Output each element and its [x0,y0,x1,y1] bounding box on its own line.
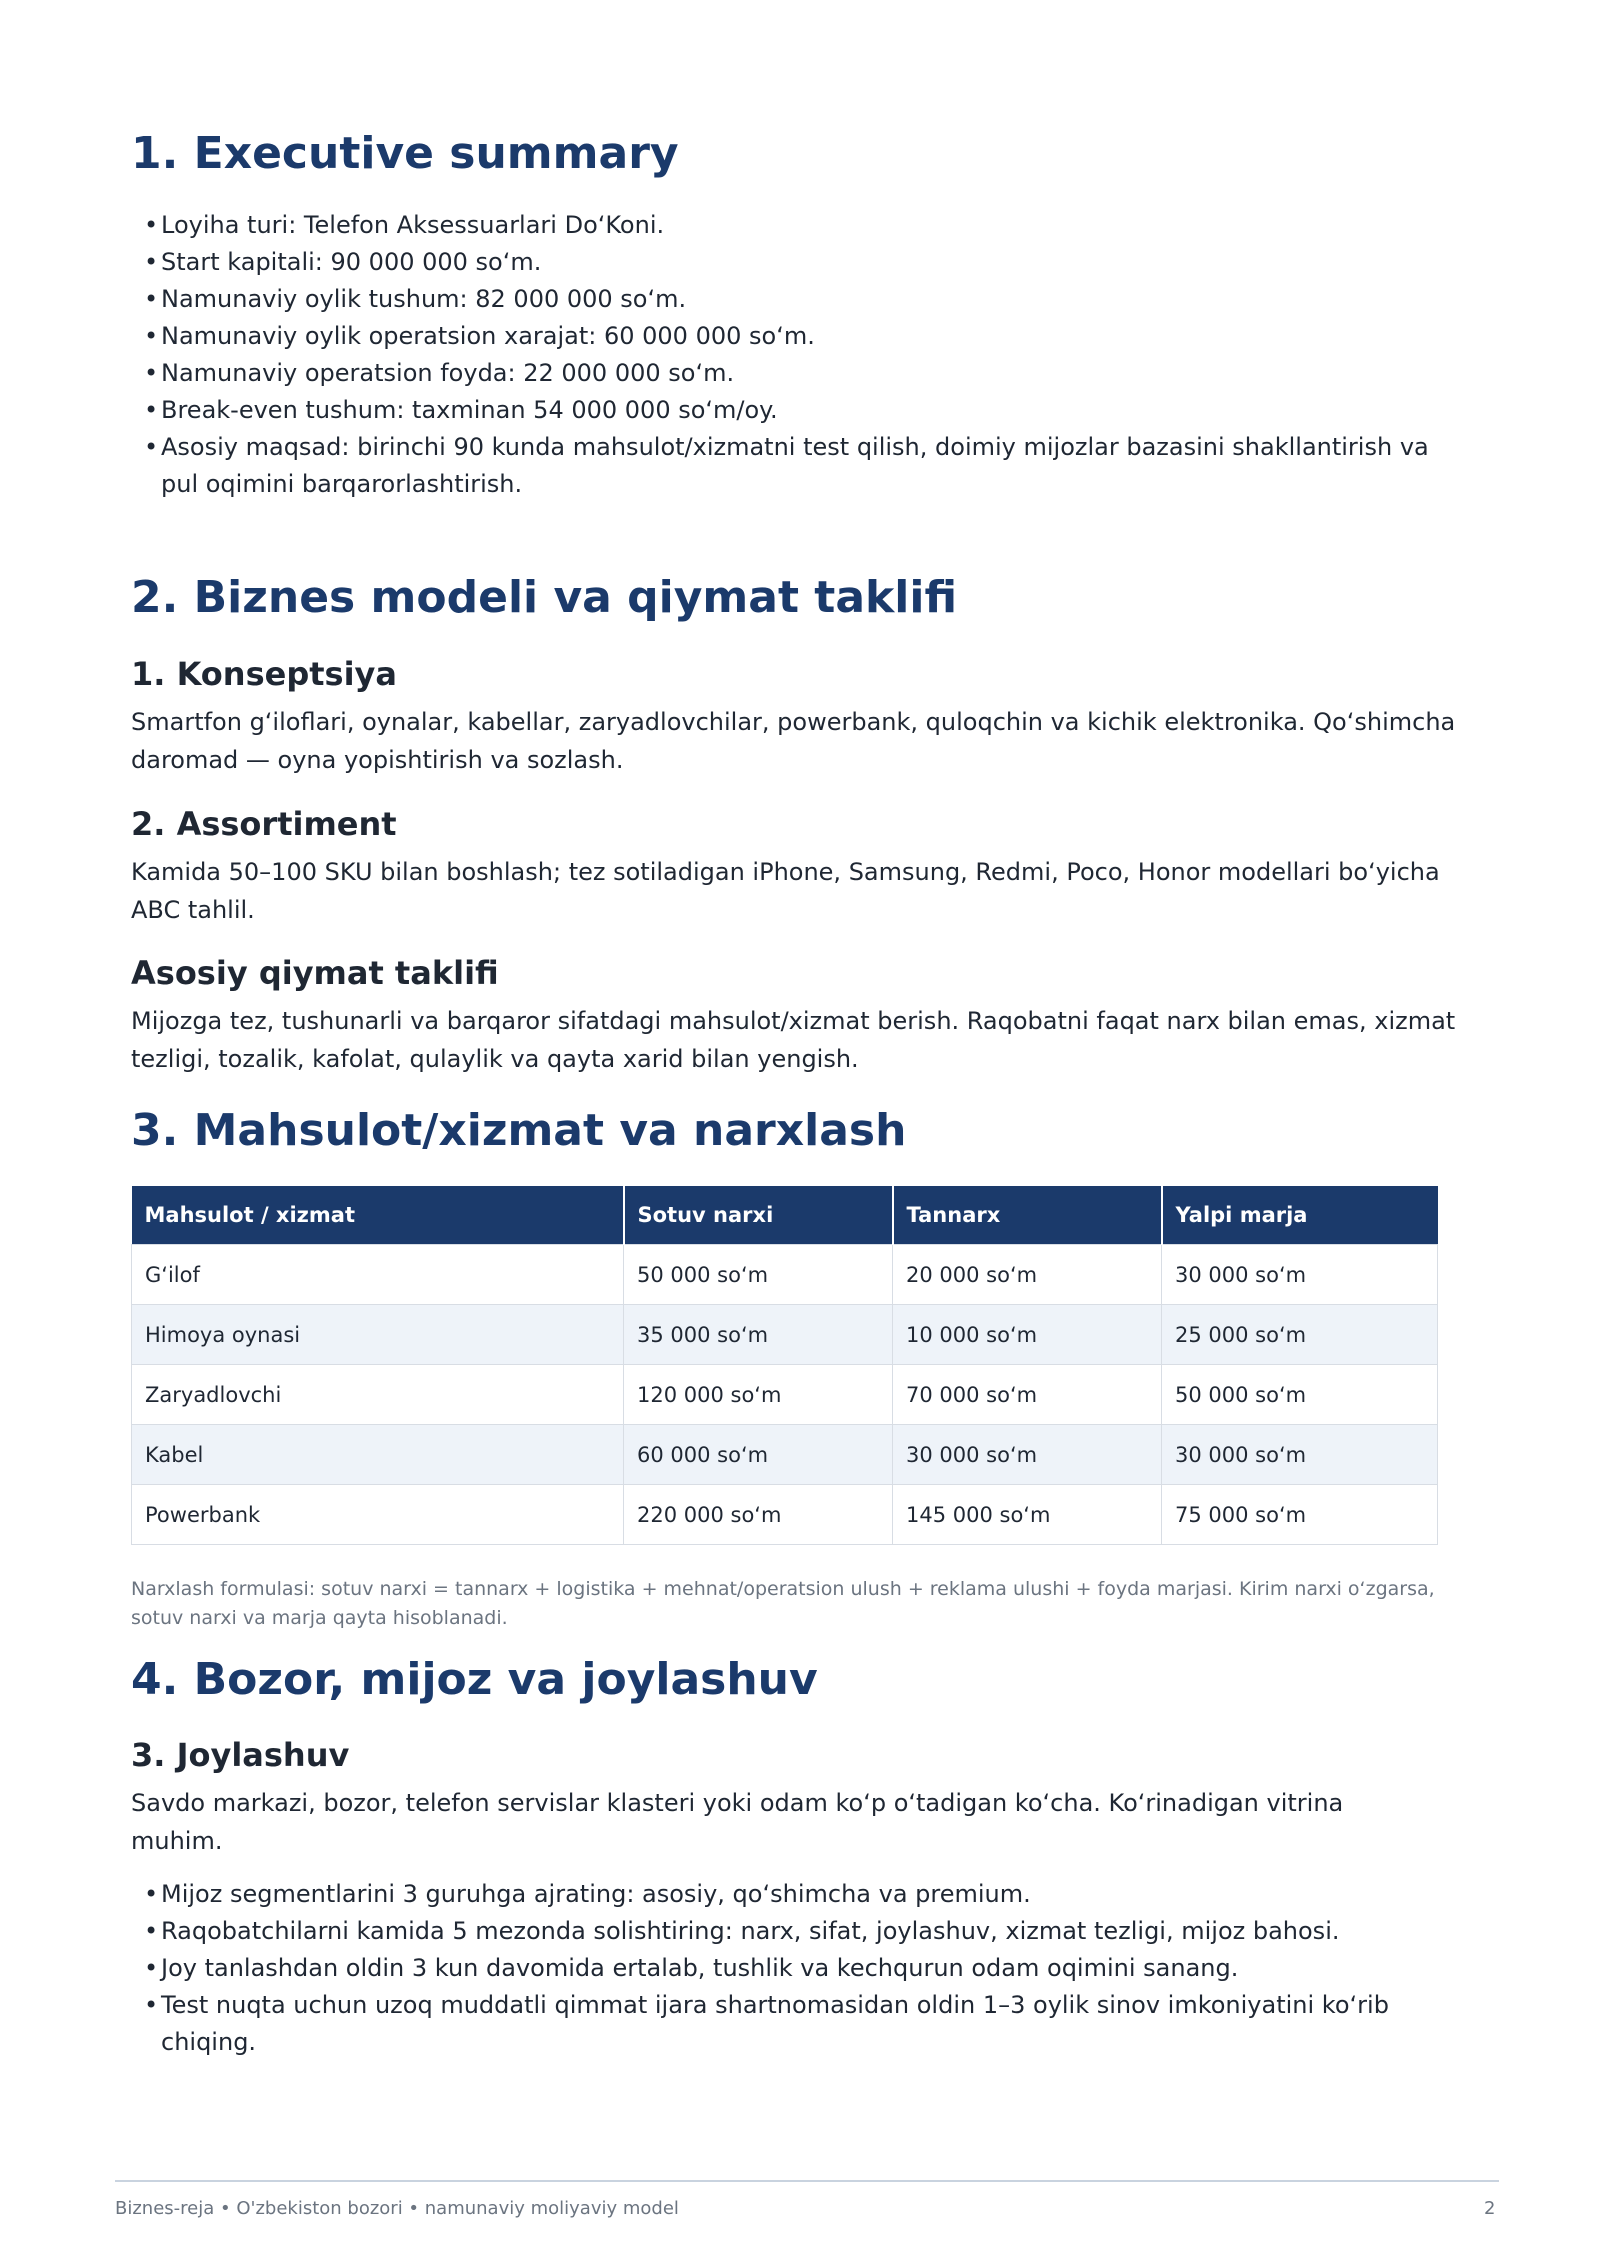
footer-text: Biznes-reja • O'zbekiston bozori • namunaviy moliyaviy model [115,2198,679,2219]
list-item [131,1987,1471,2061]
list-item [131,1913,1471,1950]
table-cell: Himoya oynasi [132,1305,624,1365]
table-cell: Powerbank [132,1485,624,1545]
list-item-text: Namunaviy oylik operatsion xarajat: 60 000 000 so‘m. [161,322,815,350]
table-cell: 50 000 so‘m [1162,1365,1438,1425]
subsection-title: 3. Joylashuv [131,1736,350,1774]
table-header-cell: Tannarx [893,1186,1162,1245]
list-item [131,244,1471,281]
concept-text: Smartfon g‘iloflari, oynalar, kabellar, zaryadlovchilar, powerbank, quloqchin va kichik elektronika. Qo‘shimcha daromad — oyna yopishtirish va sozlash. [131,708,1456,774]
list-item [131,355,1471,392]
list-item-text: Raqobatchilarni kamida 5 mezonda solishtiring: narx, sifat, joylashuv, xizmat tezligi, mijoz bahosi. [161,1917,1340,1945]
table-header-cell: Sotuv narxi [624,1186,893,1245]
section-4-title: 4. Bozor, mijoz va joylashuv [131,1654,818,1705]
table-cell: Kabel [132,1425,624,1485]
table-row [132,1485,1438,1545]
subsection-title: 1. Konseptsiya [131,655,397,693]
table-cell: 30 000 so‘m [893,1425,1162,1485]
table-cell: 220 000 so‘m [624,1485,893,1545]
list-item-text: Test nuqta uchun uzoq muddatli qimmat ijara shartnomasidan oldin 1–3 oylik sinov imkoniyatini ko‘rib chiqing. [161,1991,1389,2056]
table-cell: 75 000 so‘m [1162,1485,1438,1545]
bullet-glyph: • [144,1954,159,1982]
table-row [132,1365,1438,1425]
table-row [132,1245,1438,1305]
page-number: 2 [1484,2198,1496,2219]
table-cell: 35 000 so‘m [624,1305,893,1365]
table-cell: G‘ilof [132,1245,624,1305]
subsection-title: Asosiy qiymat taklifi [131,954,499,992]
value-proposition-text: Mijozga tez, tushunarli va barqaror sifatdagi mahsulot/xizmat berish. Raqobatni faqat narx bilan emas, xizmat tezligi, tozalik, kafolat, qulaylik va qayta xarid bilan yengish. [131,1007,1456,1073]
table-cell: 120 000 so‘m [624,1365,893,1425]
bullet-glyph: • [144,1917,159,1945]
bullet-glyph: • [144,433,159,461]
table-cell: 30 000 so‘m [1162,1245,1438,1305]
pricing-table [131,1186,1438,1545]
table-header-row [132,1186,1438,1245]
table-cell: 30 000 so‘m [1162,1425,1438,1485]
list-item-text: Start kapitali: 90 000 000 so‘m. [161,248,542,276]
table-header-cell: Yalpi marja [1162,1186,1438,1245]
list-item [131,318,1471,355]
table-cell: Zaryadlovchi [132,1365,624,1425]
market-list [131,1876,1471,2061]
table-cell: 60 000 so‘m [624,1425,893,1485]
bullet-glyph: • [144,211,159,239]
bullet-glyph: • [144,1880,159,1908]
list-item-text: Asosiy maqsad: birinchi 90 kunda mahsulot/xizmatni test qilish, doimiy mijozlar bazasini shakllantirish va pul oqimini barqarorlashtirish. [161,433,1429,498]
pricing-formula-note: Narxlash formulasi: sotuv narxi = tannarx + logistika + mehnat/operatsion ulush + reklama ulushi + foyda marjasi. Kirim narxi o‘zgarsa, sotuv narxi va marja qayta hisoblanadi. [131,1578,1435,1629]
list-item [131,207,1471,244]
list-item [131,429,1471,503]
summary-list [131,207,1471,503]
list-item-text: Break-even tushum: taxminan 54 000 000 so‘m/oy. [161,396,778,424]
bullet-glyph: • [144,359,159,387]
section-3-title: 3. Mahsulot/xizmat va narxlash [131,1105,907,1156]
list-item [131,281,1471,318]
table-header-cell: Mahsulot / xizmat [132,1186,624,1245]
section-2-title: 2. Biznes modeli va qiymat taklifi [131,572,958,623]
assortment-text: Kamida 50–100 SKU bilan boshlash; tez sotiladigan iPhone, Samsung, Redmi, Poco, Honor modellari bo‘yicha ABC tahlil. [131,858,1440,924]
table-row [132,1305,1438,1365]
bullet-glyph: • [144,322,159,350]
location-text: Savdo markazi, bozor, telefon servislar klasteri yoki odam ko‘p o‘tadigan ko‘cha. Ko‘rinadigan vitrina muhim. [131,1789,1344,1855]
bullet-glyph: • [144,248,159,276]
bullet-glyph: • [144,1991,159,2019]
list-item-text: Loyiha turi: Telefon Aksessuarlari Do‘Koni. [161,211,665,239]
table-cell: 20 000 so‘m [893,1245,1162,1305]
list-item-text: Joy tanlashdan oldin 3 kun davomida ertalab, tushlik va kechqurun odam oqimini sanang. [161,1954,1239,1982]
bullet-glyph: • [144,396,159,424]
list-item-text: Mijoz segmentlarini 3 guruhga ajrating: asosiy, qo‘shimcha va premium. [161,1880,1031,1908]
list-item-text: Namunaviy oylik tushum: 82 000 000 so‘m. [161,285,687,313]
table-cell: 145 000 so‘m [893,1485,1162,1545]
table-cell: 10 000 so‘m [893,1305,1162,1365]
section-1-title: 1. Executive summary [131,128,679,179]
table-row [132,1425,1438,1485]
list-item [131,1876,1471,1913]
subsection-title: 2. Assortiment [131,805,397,843]
list-item [131,392,1471,429]
list-item-text: Namunaviy operatsion foyda: 22 000 000 so‘m. [161,359,735,387]
table-cell: 25 000 so‘m [1162,1305,1438,1365]
table-cell: 50 000 so‘m [624,1245,893,1305]
list-item [131,1950,1471,1987]
bullet-glyph: • [144,285,159,313]
table-cell: 70 000 so‘m [893,1365,1162,1425]
footer-divider [115,2180,1499,2182]
